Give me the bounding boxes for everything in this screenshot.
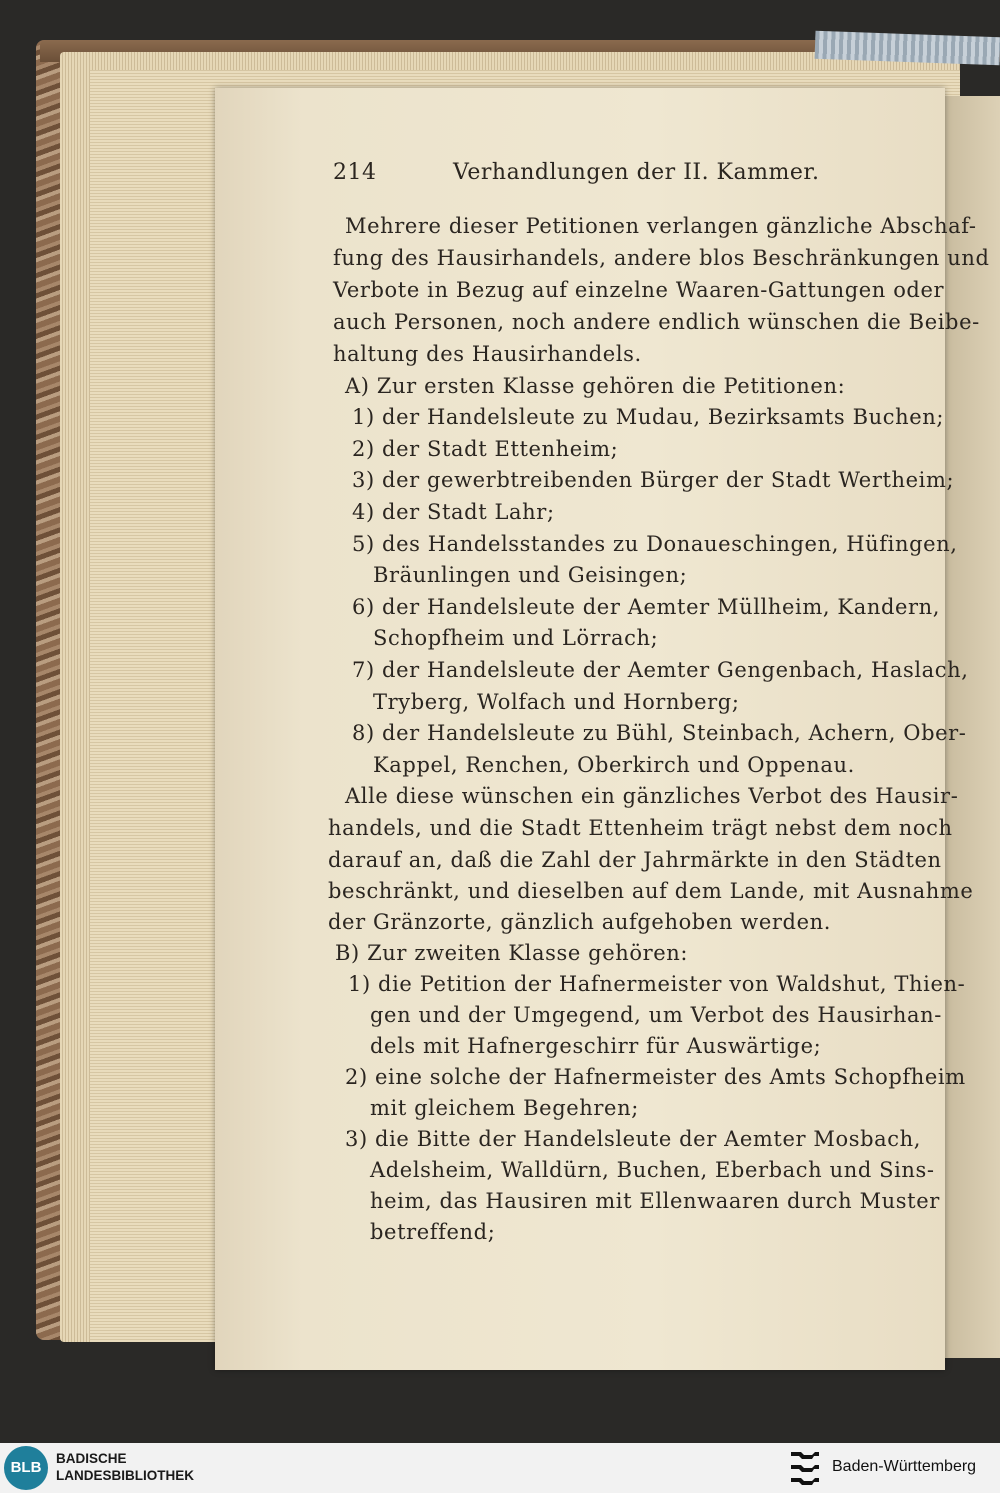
viewer-footer (0, 1443, 1000, 1493)
text-line: darauf an, daß die Zahl der Jahrmärkte in den Städten (328, 848, 942, 872)
text-line: Kappel, Renchen, Oberkirch und Oppenau. (373, 753, 855, 777)
text-line: heim, das Hausiren mit Ellenwaaren durch Muster (370, 1189, 940, 1213)
text-line: Mehrere dieser Petitionen verlangen gänzliche Abschaf- (345, 214, 977, 238)
text-line: auch Personen, noch andere endlich wünschen die Beibe- (333, 310, 980, 334)
text-line: Tryberg, Wolfach und Hornberg; (373, 690, 740, 714)
library-name[interactable] (56, 1450, 194, 1484)
text-line: 8) der Handelsleute zu Bühl, Steinbach, Achern, Ober- (352, 721, 967, 745)
text-line: Adelsheim, Walldürn, Buchen, Eberbach und Sins- (370, 1158, 935, 1182)
text-line: 3) der gewerbtreibenden Bürger der Stadt Wertheim; (352, 468, 955, 492)
state-name[interactable]: Baden-Württemberg (832, 1458, 977, 1475)
text-line: 6) der Handelsleute der Aemter Müllheim, Kandern, (352, 595, 941, 619)
text-line: dels mit Hafnergeschirr für Auswärtige; (370, 1034, 822, 1058)
text-line: B) Zur zweiten Klasse gehören: (335, 941, 689, 965)
text-line: fung des Hausirhandels, andere blos Beschränkungen und (333, 246, 990, 270)
text-line: 7) der Handelsleute der Aemter Gengenbach, Haslach, (352, 658, 969, 682)
library-name-line-2: LANDESBIBLIOTHEK (56, 1468, 194, 1483)
text-line: der Gränzorte, gänzlich aufgehoben werden. (328, 910, 831, 934)
text-line: A) Zur ersten Klasse gehören die Petitionen: (345, 374, 846, 398)
text-line: mit gleichem Begehren; (370, 1096, 639, 1120)
text-line: 3) die Bitte der Handelsleute der Aemter Mosbach, (345, 1127, 922, 1151)
text-line: beschränkt, und dieselben auf dem Lande, mit Ausnahme (328, 879, 974, 903)
text-line: Schopfheim und Lörrach; (373, 626, 659, 650)
text-line: betreffend; (370, 1220, 496, 1244)
text-line: 4) der Stadt Lahr; (352, 500, 555, 524)
page-number: 214 (333, 160, 377, 185)
text-line: gen und der Umgegend, um Verbot des Hausirhan- (370, 1003, 942, 1027)
text-line: handels, und die Stadt Ettenheim trägt nebst dem noch (328, 816, 953, 840)
lion-coat-of-arms-icon (788, 1448, 822, 1488)
text-line: haltung des Hausirhandels. (333, 342, 642, 366)
text-line: Bräunlingen und Geisingen; (373, 563, 688, 587)
text-line: Alle diese wünschen ein gänzliches Verbot des Hausir- (345, 784, 959, 808)
text-line: 5) des Handelsstandes zu Donaueschingen, Hüfingen, (352, 532, 958, 556)
text-line: 1) die Petition der Hafnermeister von Waldshut, Thien- (348, 972, 966, 996)
page-header (333, 160, 893, 194)
text-line: 2) der Stadt Ettenheim; (352, 437, 619, 461)
text-line: Verbote in Bezug auf einzelne Waaren-Gattungen oder (333, 278, 945, 302)
text-line: 1) der Handelsleute zu Mudau, Bezirksamts Buchen; (352, 405, 945, 429)
running-title: Verhandlungen der II. Kammer. (453, 160, 820, 185)
library-name-line-1: BADISCHE (56, 1451, 127, 1466)
blb-logo-icon[interactable]: BLB (4, 1446, 48, 1490)
text-line: 2) eine solche der Hafnermeister des Amts Schopfheim (345, 1065, 966, 1089)
